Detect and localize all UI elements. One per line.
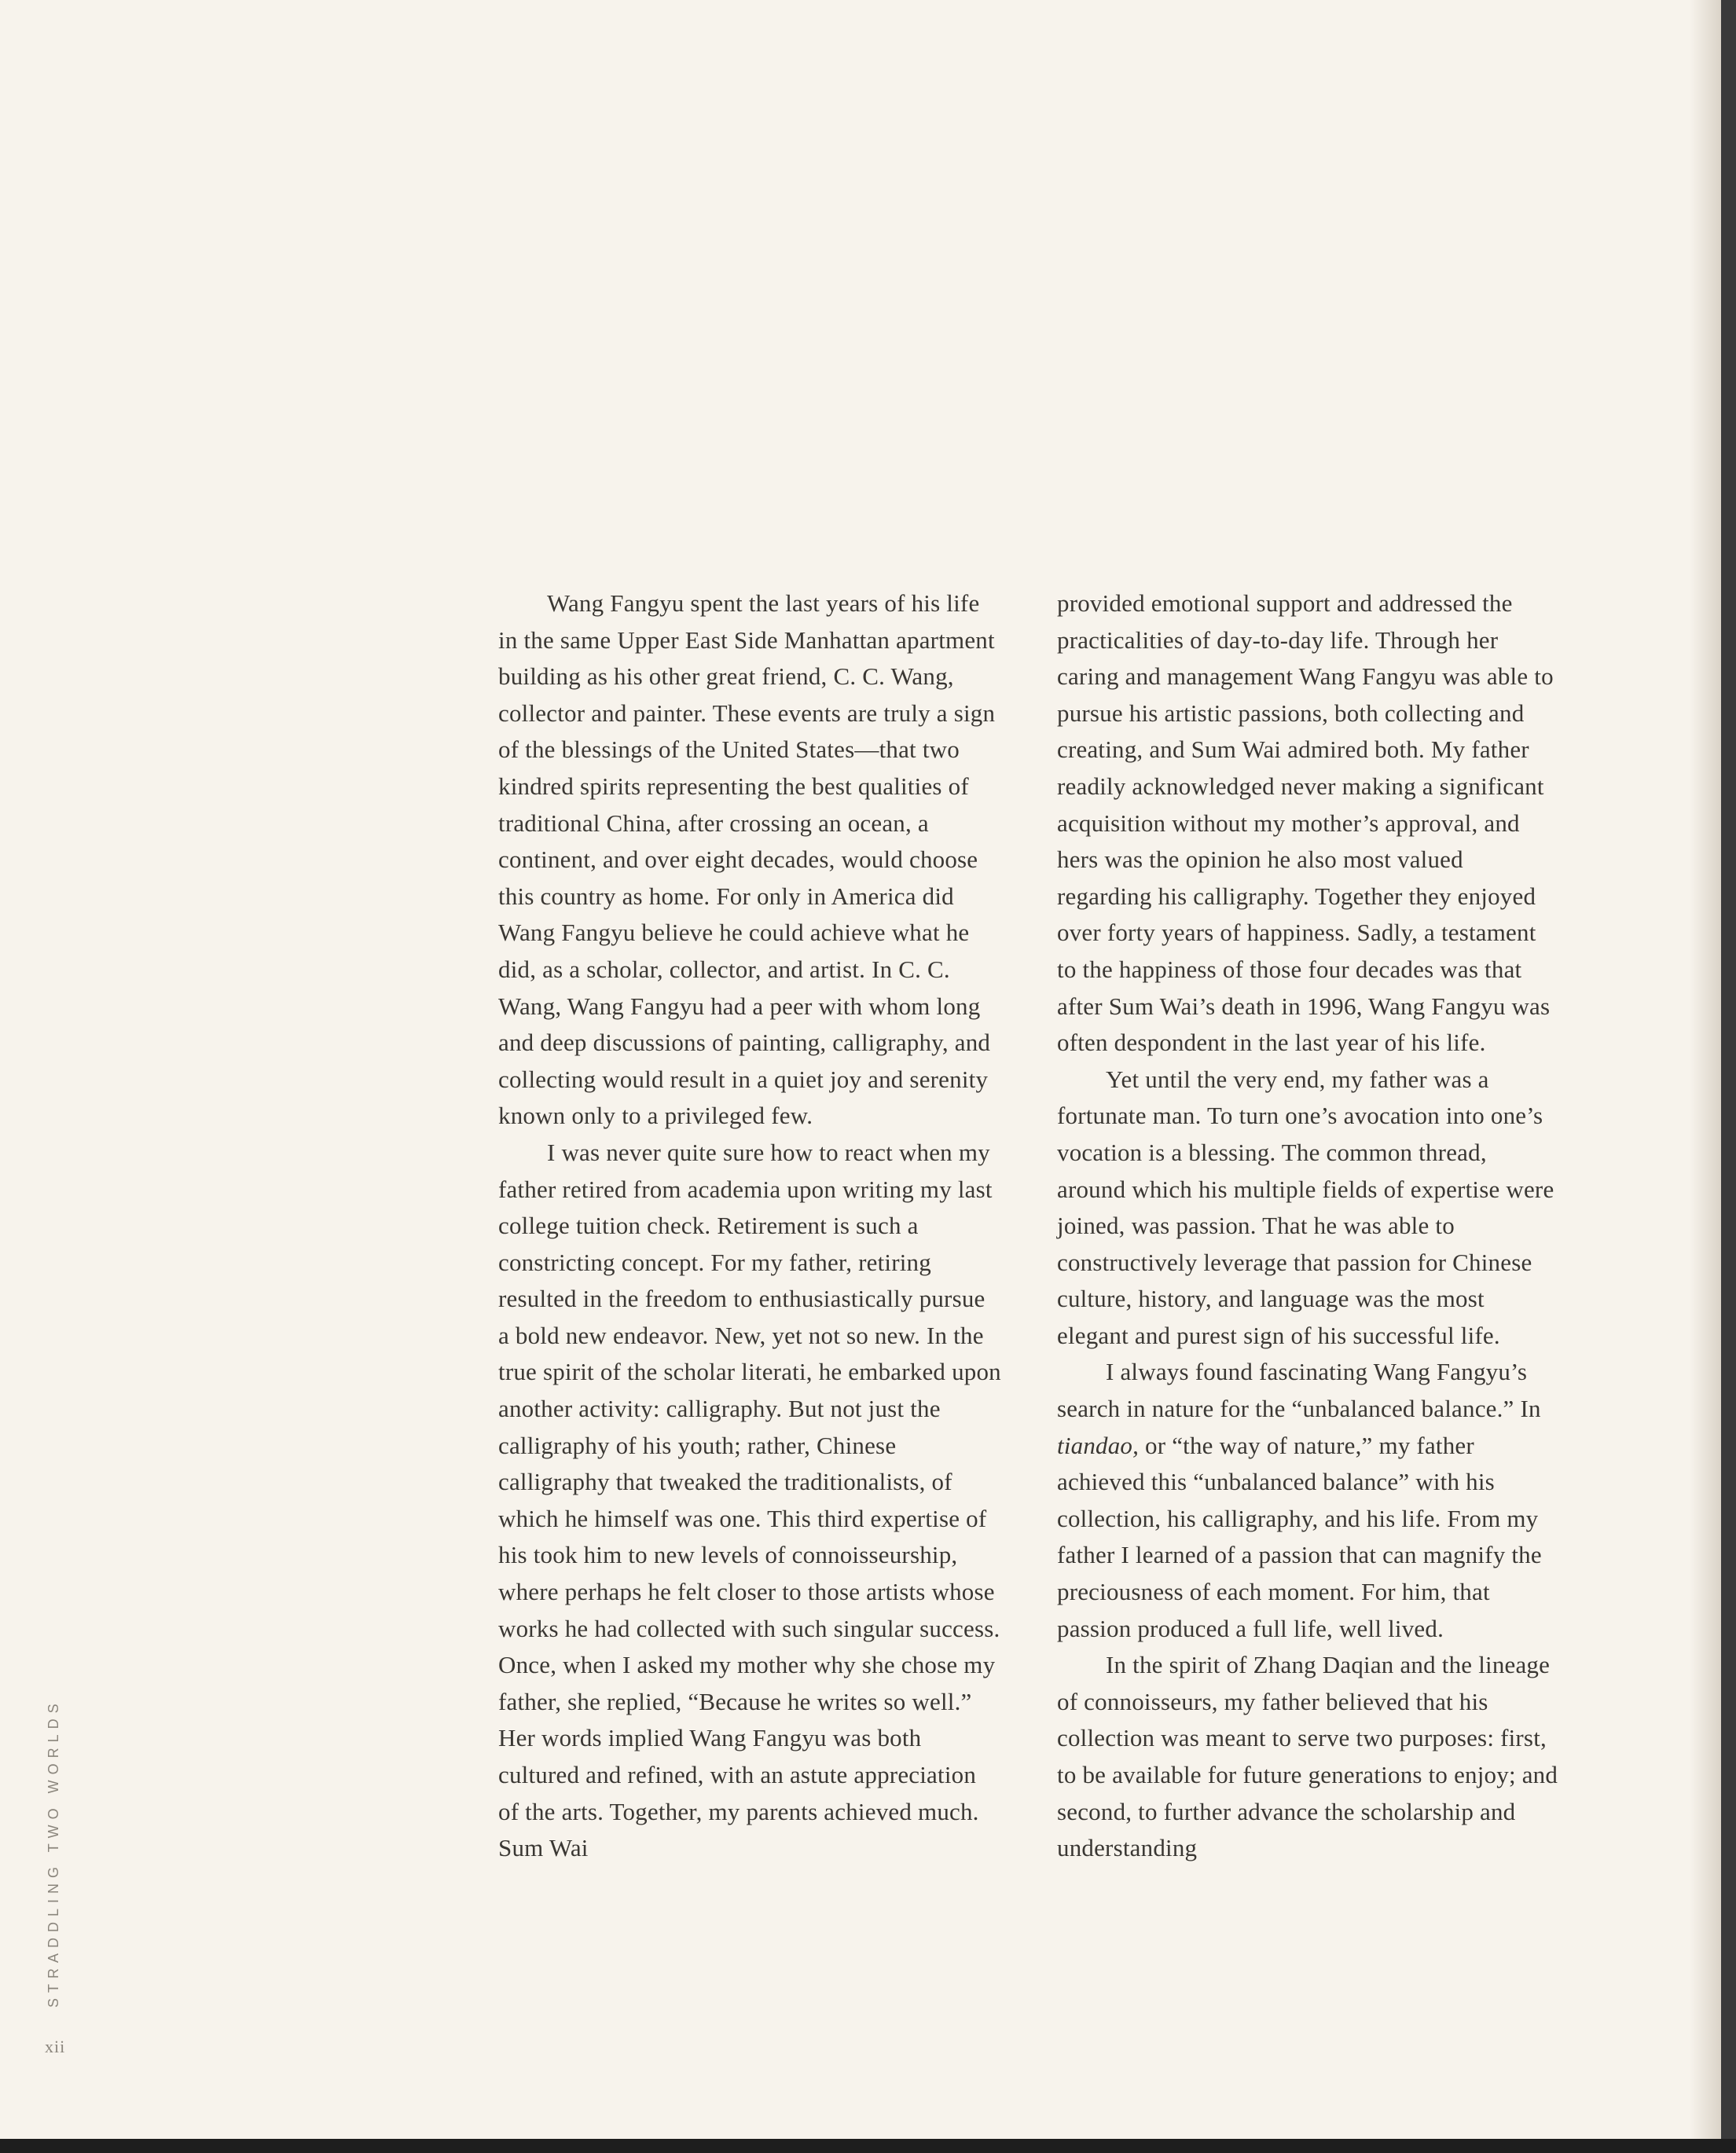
scan-edge-right [1721,0,1736,2153]
paragraph-text: I always found fascinating Wang Fangyu’s search in nature for the “unbalanced balance.” In [1057,1358,1541,1423]
paragraph: provided emotional support and addressed the practicalities of day-to-day life. Through her caring and management Wang Fangyu was able to pursue his artistic passions, both collecting and creating, and Sum Wai admired both. My father readily acknowledged never making a significant acquisition without my mother’s approval, and hers was the opinion he also most valued regarding his calligraphy. Together they enjoyed over forty years of happiness. Sadly, a testament to the happiness of those four decades was that after Sum Wai’s death in 1996, Wang Fangyu was often despondent in the last year of his life. [1057,589,1554,1057]
paragraph: In the spirit of Zhang Daqian and the lineage of connoisseurs, my father believed that his collection was meant to serve two purposes: first, to be available for future generations to enjoy; and second, to further advance the scholarship and understanding [1057,1651,1558,1862]
right-text-column [1057,585,1560,1867]
running-head: STRADDLING TWO WORLDS [46,1698,61,2008]
paragraph: I was never quite sure how to react when my father retired from academia upon writing my last college tuition check. Retirement is such a constricting concept. For my father, retiring resulted in the freedom to enthusiastically pursue a bold new endeavor. New, yet not so new. In the true spirit of the scholar literati, he embarked upon another activity: calligraphy. But not just the calligraphy of his youth; rather, Chinese calligraphy that tweaked the traditionalists, of which he himself was one. This third expertise of his took him to new levels of connoisseurship, where perhaps he felt closer to those artists whose works he had collected with such singular success. Once, when I asked my mother why she chose my father, she replied, “Because he writes so well.” Her words implied Wang Fangyu was both cultured and refined, with an astute appreciation of the arts. Together, my parents achieved much. Sum Wai [498,1138,1001,1862]
left-text-column [498,585,1001,1867]
paragraph: Wang Fangyu spent the last years of his life in the same Upper East Side Manhattan apartment building as his other great friend, C. C. Wang, collector and painter. These events are truly a sign of the blessings of the United States—that two kindred spirits representing the best qualities of traditional China, after crossing an ocean, a continent, and over eight decades, would choose this country as home. For only in America did Wang Fangyu believe he could achieve what he did, as a scholar, collector, and artist. In C. C. Wang, Wang Fangyu had a peer with whom long and deep discussions of painting, calligraphy, and collecting would result in a quiet joy and serenity known only to a privileged few. [498,589,996,1130]
paragraph: Yet until the very end, my father was a fortunate man. To turn one’s avocation into one’s vocation is a blessing. The common thread, around which his multiple fields of expertise were joined, was passion. That he was able to constructively leverage that passion for Chinese culture, history, and language was the most elegant and purest sign of his successful life. [1057,1065,1554,1349]
italic-term: tiandao, [1057,1431,1140,1459]
page-number: xii [45,2037,66,2056]
page-gutter-shadow [1690,0,1721,2139]
scan-edge-bottom [0,2139,1736,2153]
paragraph-text: or “the way of nature,” my father achieved this “unbalanced balance” with his collection, his calligraphy, and his life. From my father I learned of a passion that can magnify the preciousness of each moment. For him, that passion produced a full life, well lived. [1057,1431,1542,1642]
paragraph [1057,1354,1560,1647]
